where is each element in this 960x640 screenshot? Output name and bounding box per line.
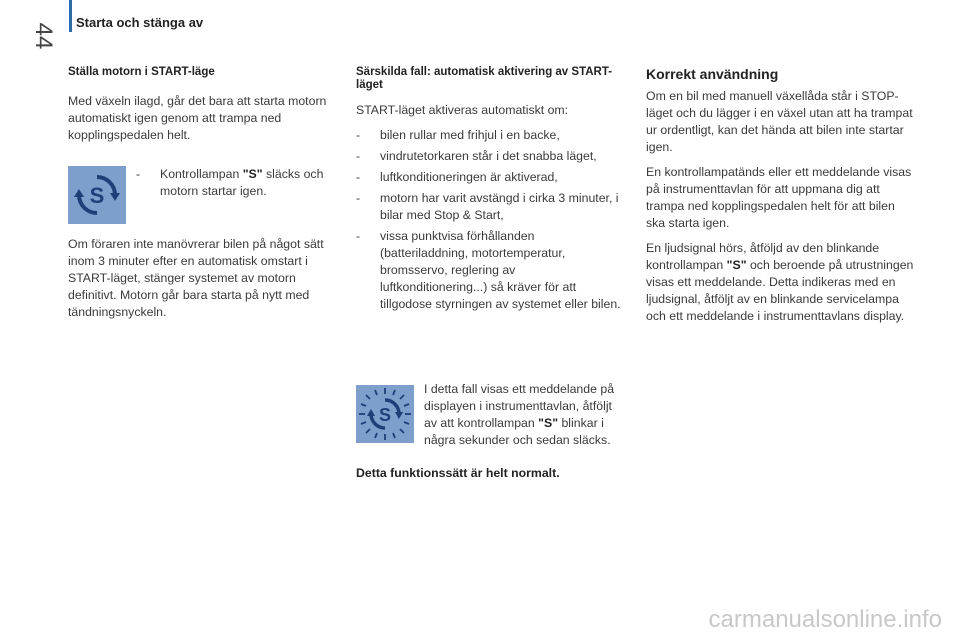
s-lamp-flashing-row: [356, 382, 626, 449]
stop-start-s-flashing-icon: [356, 385, 414, 443]
s-lamp-text-post: släcks och motorn startar igen.: [160, 167, 324, 198]
svg-text:S: S: [378, 405, 392, 425]
list-item: - luftkonditioneringen är aktiverad,: [356, 170, 558, 184]
watermark: carmanualsonline.info: [708, 606, 942, 633]
correct-use-paragraph-1: Om en bil med manuell växellåda står i STOP-läget och du lägger i en växel utan att ha trampat ur ordentligt, kan det hända att bilen inte startar igen.: [646, 89, 913, 154]
list-item: - vindrutetorkaren står i det snabba läget,: [356, 149, 597, 163]
page-header-title: Starta och stänga av: [76, 15, 204, 30]
special-cases-intro: START-läget aktiveras automatiskt om:: [356, 103, 569, 117]
correct-use-paragraph-3: En ljudsignal hörs, åtföljd av den blinkande kontrollampan "S" och beroende på utrustningen visas ett meddelande. Detta indikeras med en ljudsignal, åtföljt av en blinkande servicelampa och ett meddelande i instrumenttavlans display.: [646, 241, 914, 323]
timeout-paragraph: Om föraren inte manövrerar bilen på något sätt inom 3 minuter efter en automatisk omstart i START-läget, stänger systemet av motorn definitivt. Motorn går bara starta på nytt med tändningsnyckeln.: [68, 237, 324, 319]
s-lamp-row: [68, 166, 338, 224]
list-item: - motorn har varit avstängd i cirka 3 minuter, i bilar med Stop & Start,: [356, 191, 619, 222]
start-mode-heading: Ställa motorn i START-läge: [68, 66, 215, 78]
start-mode-paragraph: Med växeln ilagd, går det bara att starta motorn automatiskt igen genom att trampa ned kopplingspedalen helt.: [68, 94, 327, 142]
special-cases-list: [356, 127, 626, 313]
bullet-dash: -: [136, 167, 141, 181]
flashing-note-post: blinkar i några sekunder och sedan släcks.: [424, 416, 611, 447]
page-number: 44: [30, 22, 57, 50]
flashing-note-label: "S": [538, 416, 559, 430]
flashing-note-pre: I detta fall visas ett meddelande på displayen i instrumenttavlan, åtföljt av att kontrollampan: [424, 382, 615, 430]
column-special-cases: [356, 66, 626, 490]
flashing-note: [414, 381, 619, 449]
list-item: - vissa punktvisa förhållanden (batteriladdning, motortemperatur, bromsservo, reglering av luftkonditionering...) så kräver för att tillgodose styrningen av systemet eller bilen.: [356, 229, 621, 311]
header-accent-bar: [69, 0, 72, 32]
stop-start-s-icon: [68, 166, 126, 224]
correct-use-heading: Korrekt användning: [646, 66, 779, 82]
column-start-mode: [68, 66, 338, 329]
normal-behaviour-note: Detta funktionssätt är helt normalt.: [356, 466, 560, 480]
svg-text:S: S: [89, 183, 105, 208]
list-item: - bilen rullar med frihjul i en backe,: [356, 128, 560, 142]
correct-use-paragraph-2: En kontrollampatänds eller ett meddelande visas på instrumenttavlan för att uppmana dig att trampa ned kopplingspedalen helt för att bilen ska starta igen.: [646, 165, 912, 230]
s-lamp-label: "S": [242, 167, 263, 181]
special-cases-heading: Särskilda fall: automatisk aktivering av START-läget: [356, 66, 613, 91]
column-correct-use: [646, 66, 916, 333]
s-lamp-text-pre: Kontrollampan: [160, 167, 243, 181]
s-lamp-bullet: [126, 166, 326, 200]
